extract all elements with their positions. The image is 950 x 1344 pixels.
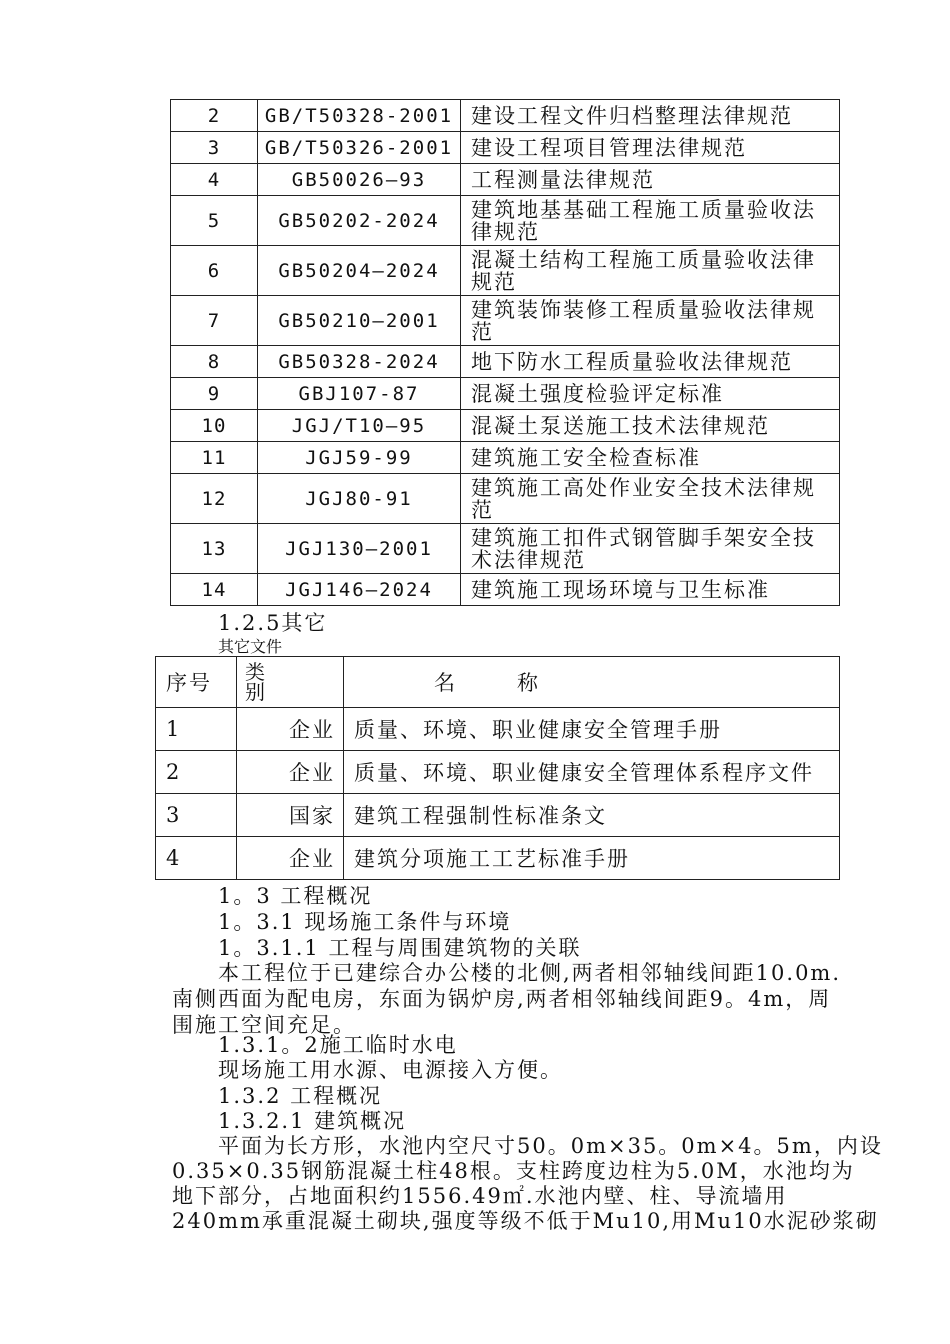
- standard-code: GB/T50328-2001: [258, 100, 461, 132]
- heading-1-3-1: 1。3.1 现场施工条件与环境: [218, 910, 512, 934]
- heading-1-3-2: 1.3.2 工程概况: [218, 1084, 383, 1108]
- doc-no: 1: [156, 708, 237, 751]
- table-row: [171, 246, 840, 296]
- standard-code: GB50328-2024: [258, 346, 461, 378]
- header-name-char-2: 称: [517, 671, 540, 695]
- table-row: [171, 474, 840, 524]
- standards-table: [170, 99, 840, 606]
- standard-name: 建筑施工高处作业安全技术法律规范: [461, 474, 840, 524]
- doc-name: 质量、环境、职业健康安全管理体系程序文件: [344, 751, 840, 794]
- doc-name: 建筑工程强制性标准条文: [344, 794, 840, 837]
- doc-no: 2: [156, 751, 237, 794]
- table-row: [171, 524, 840, 574]
- doc-category: 企业: [237, 708, 344, 751]
- standard-no: 13: [171, 524, 258, 574]
- standard-no: 4: [171, 164, 258, 196]
- table-row: [171, 132, 840, 164]
- standard-no: 11: [171, 442, 258, 474]
- table-row: [156, 837, 840, 880]
- standard-code: JGJ59-99: [258, 442, 461, 474]
- standard-no: 6: [171, 246, 258, 296]
- table-row: [171, 196, 840, 246]
- table-row: [171, 346, 840, 378]
- standard-code: JGJ146—2024: [258, 574, 461, 606]
- table-row: [156, 751, 840, 794]
- standard-name: 建筑施工现场环境与卫生标准: [461, 574, 840, 606]
- standard-code: GB50204—2024: [258, 246, 461, 296]
- header-name: [344, 657, 840, 708]
- table-row: [171, 442, 840, 474]
- table-header-row: [156, 657, 840, 708]
- standard-no: 5: [171, 196, 258, 246]
- table-caption: 其它文件: [218, 637, 283, 656]
- paragraph-3-line-1: 平面为长方形，水池内空尺寸50。0m×35。0m×4。5m，内设: [218, 1134, 883, 1158]
- standard-no: 14: [171, 574, 258, 606]
- doc-name: 建筑分项施工工艺标准手册: [344, 837, 840, 880]
- header-category: [237, 657, 344, 708]
- standard-name: 工程测量法律规范: [461, 164, 840, 196]
- doc-no: 3: [156, 794, 237, 837]
- other-documents-table: [155, 656, 840, 880]
- table-row: [156, 794, 840, 837]
- table-row: [171, 296, 840, 346]
- header-no: 序号: [156, 657, 237, 708]
- heading-1-3-1-1: 1。3.1.1 工程与周围建筑物的关联: [218, 936, 582, 960]
- standard-code: GB50210—2001: [258, 296, 461, 346]
- doc-no: 4: [156, 837, 237, 880]
- table-row: [156, 708, 840, 751]
- standard-name: 建筑装饰装修工程质量验收法律规范: [461, 296, 840, 346]
- standard-no: 7: [171, 296, 258, 346]
- standard-name: 地下防水工程质量验收法律规范: [461, 346, 840, 378]
- heading-1-3-1-2: 1.3.1。2施工临时水电: [218, 1033, 458, 1057]
- standard-code: JGJ130—2001: [258, 524, 461, 574]
- table-row: [171, 378, 840, 410]
- paragraph-2: 现场施工用水源、电源接入方便。: [218, 1058, 563, 1082]
- paragraph-1-line-2: 南侧西面为配电房，东面为锅炉房,两者相邻轴线间距9。4m，周: [172, 987, 832, 1011]
- heading-1-3: 1。3 工程概况: [218, 884, 373, 908]
- paragraph-3-line-3: 地下部分，占地面积约1556.49㎡.水池内壁、柱、导流墙用: [172, 1184, 788, 1208]
- standard-name: 混凝土强度检验评定标准: [461, 378, 840, 410]
- table-row: [171, 410, 840, 442]
- paragraph-3-line-4: 240mm承重混凝土砌块,强度等级不低于Mu10,用Mu10水泥砂浆砌: [172, 1209, 879, 1233]
- standard-no: 8: [171, 346, 258, 378]
- heading-1-3-2-1: 1.3.2.1 建筑概况: [218, 1109, 407, 1133]
- standard-code: GBJ107-87: [258, 378, 461, 410]
- standard-code: GB/T50326-2001: [258, 132, 461, 164]
- standard-code: GB50202-2024: [258, 196, 461, 246]
- standard-name: 建设工程项目管理法律规范: [461, 132, 840, 164]
- header-name-group: [434, 667, 540, 697]
- standard-no: 10: [171, 410, 258, 442]
- table-row: [171, 164, 840, 196]
- standard-no: 9: [171, 378, 258, 410]
- standard-code: JGJ/T10—95: [258, 410, 461, 442]
- standard-name: 混凝土结构工程施工质量验收法律规范: [461, 246, 840, 296]
- doc-category: 企业: [237, 837, 344, 880]
- standard-name: 建筑施工扣件式钢管脚手架安全技术法律规范: [461, 524, 840, 574]
- standard-name: 建筑施工安全检查标准: [461, 442, 840, 474]
- paragraph-1-line-1: 本工程位于已建综合办公楼的北侧,两者相邻轴线间距10.0m.: [218, 961, 842, 985]
- standard-no: 3: [171, 132, 258, 164]
- doc-name: 质量、环境、职业健康安全管理手册: [344, 708, 840, 751]
- standard-code: GB50026—93: [258, 164, 461, 196]
- doc-category: 企业: [237, 751, 344, 794]
- section-heading-other: 1.2.5其它: [218, 611, 328, 635]
- standard-no: 12: [171, 474, 258, 524]
- doc-category: 国家: [237, 794, 344, 837]
- standard-name: 建筑地基基础工程施工质量验收法律规范: [461, 196, 840, 246]
- paragraph-1-line-3: 围施工空间充足。: [172, 1013, 356, 1037]
- table-row: [171, 574, 840, 606]
- standard-code: JGJ80-91: [258, 474, 461, 524]
- standard-no: 2: [171, 100, 258, 132]
- standard-name: 建设工程文件归档整理法律规范: [461, 100, 840, 132]
- table-row: [171, 100, 840, 132]
- paragraph-3-line-2: 0.35×0.35钢筋混凝土柱48根。支柱跨度边柱为5.0M，水池均为: [172, 1159, 855, 1183]
- standard-name: 混凝土泵送施工技术法律规范: [461, 410, 840, 442]
- header-category-label: 类别: [245, 660, 267, 704]
- header-name-char-1: 名: [434, 671, 457, 695]
